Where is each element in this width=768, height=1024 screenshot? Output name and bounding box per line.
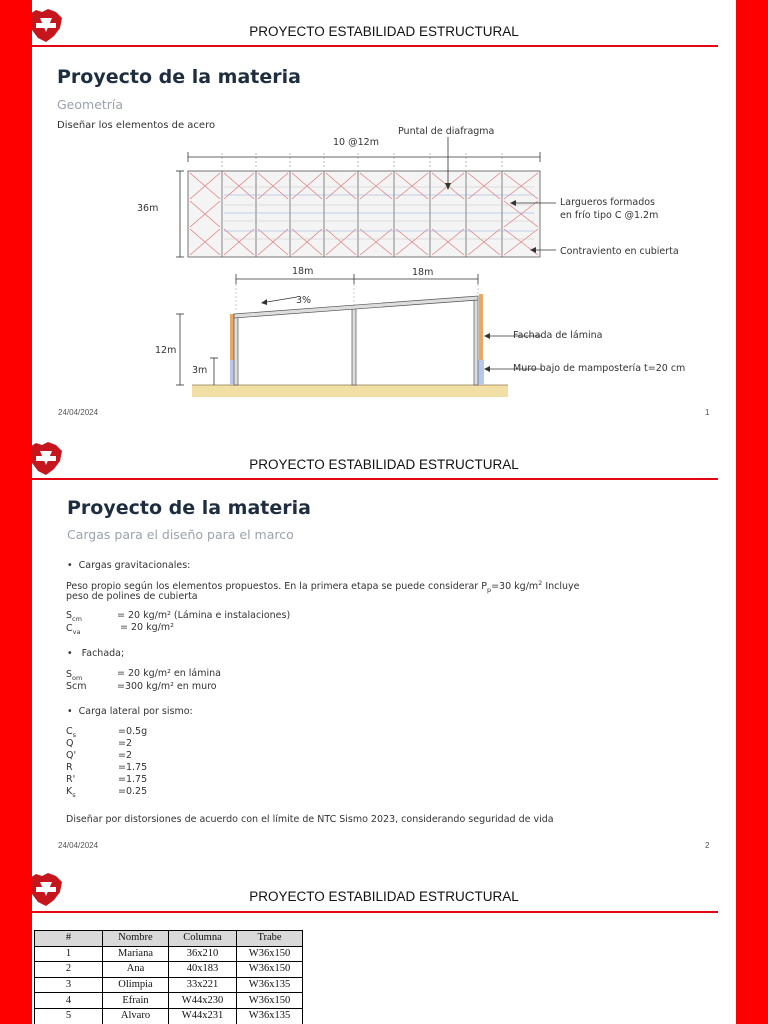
frame-height-label: 12m xyxy=(155,345,177,356)
table-row xyxy=(35,1008,303,1024)
table-cell: Mariana xyxy=(103,946,169,962)
table-cell: Olimpia xyxy=(103,977,169,993)
slope-label: 3% xyxy=(296,295,312,306)
table-row xyxy=(35,962,303,978)
sym: S xyxy=(66,669,73,680)
right-red-band xyxy=(736,0,768,1024)
som-symbol xyxy=(66,669,82,682)
table-cell: W44x231 xyxy=(169,1008,237,1024)
sym: Q' xyxy=(66,750,77,761)
param-symbol xyxy=(66,774,75,785)
col-header: Trabe xyxy=(237,931,303,947)
slide-subtitle: Geometría xyxy=(57,97,124,112)
table-row xyxy=(35,946,303,962)
sym: R' xyxy=(66,774,76,785)
header-title: PROYECTO ESTABILIDAD ESTRUCTURAL xyxy=(249,889,519,904)
table-cell: 33x221 xyxy=(169,977,237,993)
param-symbol xyxy=(66,786,76,799)
header-rule xyxy=(32,45,718,47)
col-header: Nombre xyxy=(103,931,169,947)
table-cell: 5 xyxy=(35,1008,103,1024)
slide-title: Proyecto de la materia xyxy=(57,66,301,88)
sym: C xyxy=(66,726,73,737)
param-symbol xyxy=(66,750,76,761)
param-value: =2 xyxy=(118,750,133,761)
param-value: =1.75 xyxy=(118,774,148,785)
closing-text: Diseñar por distorsiones de acuerdo con el límite de NTC Sismo 2023, considerando seguridad de vida xyxy=(66,814,554,825)
table-cell: Ana xyxy=(103,962,169,978)
col-header: Columna xyxy=(169,931,237,947)
col-header: # xyxy=(35,931,103,947)
table-cell: 3 xyxy=(35,977,103,993)
scm-symbol xyxy=(66,610,82,623)
slide-subtitle: Cargas para el diseño para el marco xyxy=(67,527,294,542)
bullet-gravitacionales: • Cargas gravitacionales: xyxy=(67,560,191,571)
table-cell: 36x210 xyxy=(169,946,237,962)
param-value: =0.25 xyxy=(118,786,148,797)
contraviento-label: Contraviento en cubierta xyxy=(560,246,679,257)
sym: R xyxy=(66,762,73,773)
fachada-label: Fachada de lámina xyxy=(513,330,603,341)
table-cell: W36x150 xyxy=(237,962,303,978)
sym: S xyxy=(66,610,73,621)
table-cell: W36x135 xyxy=(237,977,303,993)
slide-date: 24/04/2024 xyxy=(58,408,99,417)
param-value: =1.75 xyxy=(118,762,148,773)
cva-value: = 20 kg/m² xyxy=(120,622,174,633)
left-red-band xyxy=(0,0,32,1024)
table-cell: 40x183 xyxy=(169,962,237,978)
muro-label: Muro bajo de mampostería t=20 cm xyxy=(513,363,686,374)
slide-2 xyxy=(32,433,736,861)
param-symbol xyxy=(66,738,73,749)
bullet-text: Fachada; xyxy=(81,648,125,659)
table-cell: W36x150 xyxy=(237,993,303,1009)
slide-3 xyxy=(32,864,736,1024)
frame-elevation-drawing xyxy=(132,262,732,402)
table-cell: W36x135 xyxy=(237,1008,303,1024)
intro-text: Diseñar los elementos de acero xyxy=(57,120,216,131)
peso-sub: p xyxy=(486,586,492,595)
bullet-text: Cargas gravitacionales: xyxy=(78,560,191,571)
bullet-fachada: • Fachada; xyxy=(67,648,125,659)
table-cell: W44x230 xyxy=(169,993,237,1009)
table-header-row xyxy=(35,931,303,947)
sub: s xyxy=(72,730,77,739)
table-cell: 2 xyxy=(35,962,103,978)
sub: s xyxy=(72,790,76,799)
peso-incluye: Incluye xyxy=(542,581,580,593)
slide-title: Proyecto de la materia xyxy=(67,497,311,519)
table-cell: 4 xyxy=(35,993,103,1009)
largueros-label-2: en frío tipo C @1.2m xyxy=(560,210,659,221)
plan-height-label: 36m xyxy=(137,203,159,214)
sub: cm xyxy=(72,614,82,623)
scm2-symbol: Scm xyxy=(66,681,87,692)
slide-1 xyxy=(32,0,736,430)
header-title: PROYECTO ESTABILIDAD ESTRUCTURAL xyxy=(249,24,519,39)
scm-value: = 20 kg/m² (Lámina e instalaciones) xyxy=(117,610,291,621)
page-number: 2 xyxy=(705,841,710,850)
span-total-label: 10 @12m xyxy=(333,137,379,148)
largueros-label-1: Largueros formados xyxy=(560,197,655,208)
header-title: PROYECTO ESTABILIDAD ESTRUCTURAL xyxy=(249,457,519,472)
student-profiles-table xyxy=(34,930,303,1024)
table-cell: Efrain xyxy=(103,993,169,1009)
slide-date: 24/04/2024 xyxy=(58,841,99,850)
peso-propio-line-2: peso de polines de cubierta xyxy=(66,591,198,602)
sym: K xyxy=(66,786,73,797)
bullet-text: Carga lateral por sismo: xyxy=(78,706,193,717)
table-cell: Alvaro xyxy=(103,1008,169,1024)
header-rule xyxy=(32,478,718,480)
param-value: =0.5g xyxy=(118,726,148,737)
table-cell: W36x150 xyxy=(237,946,303,962)
puntal-label: Puntal de diafragma xyxy=(398,126,495,137)
span-b-label: 18m xyxy=(412,267,434,278)
table-row xyxy=(35,993,303,1009)
wall-height-label: 3m xyxy=(192,365,208,376)
span-a-label: 18m xyxy=(292,266,314,277)
param-symbol xyxy=(66,762,73,773)
header-rule xyxy=(32,911,718,913)
table-cell: 1 xyxy=(35,946,103,962)
som-value: = 20 kg/m² en lámina xyxy=(117,668,221,679)
peso-sup: 2 xyxy=(538,579,543,587)
sym: Q xyxy=(66,738,74,749)
page-number: 1 xyxy=(705,408,710,417)
scm2-value: =300 kg/m² en muro xyxy=(117,681,217,692)
param-symbol xyxy=(66,726,76,739)
table-row xyxy=(35,977,303,993)
sub: om xyxy=(72,673,83,682)
sub: va xyxy=(72,627,81,636)
cva-symbol xyxy=(66,623,80,636)
param-value: =2 xyxy=(118,738,133,749)
sym: C xyxy=(66,623,73,634)
peso-text: Peso propio según los elementos propuestos. En la primera etapa se puede considerar P xyxy=(66,581,487,593)
plan-view-drawing xyxy=(132,125,732,265)
peso-value: =30 kg/m xyxy=(491,581,539,593)
bullet-sismo: • Carga lateral por sismo: xyxy=(67,706,193,717)
